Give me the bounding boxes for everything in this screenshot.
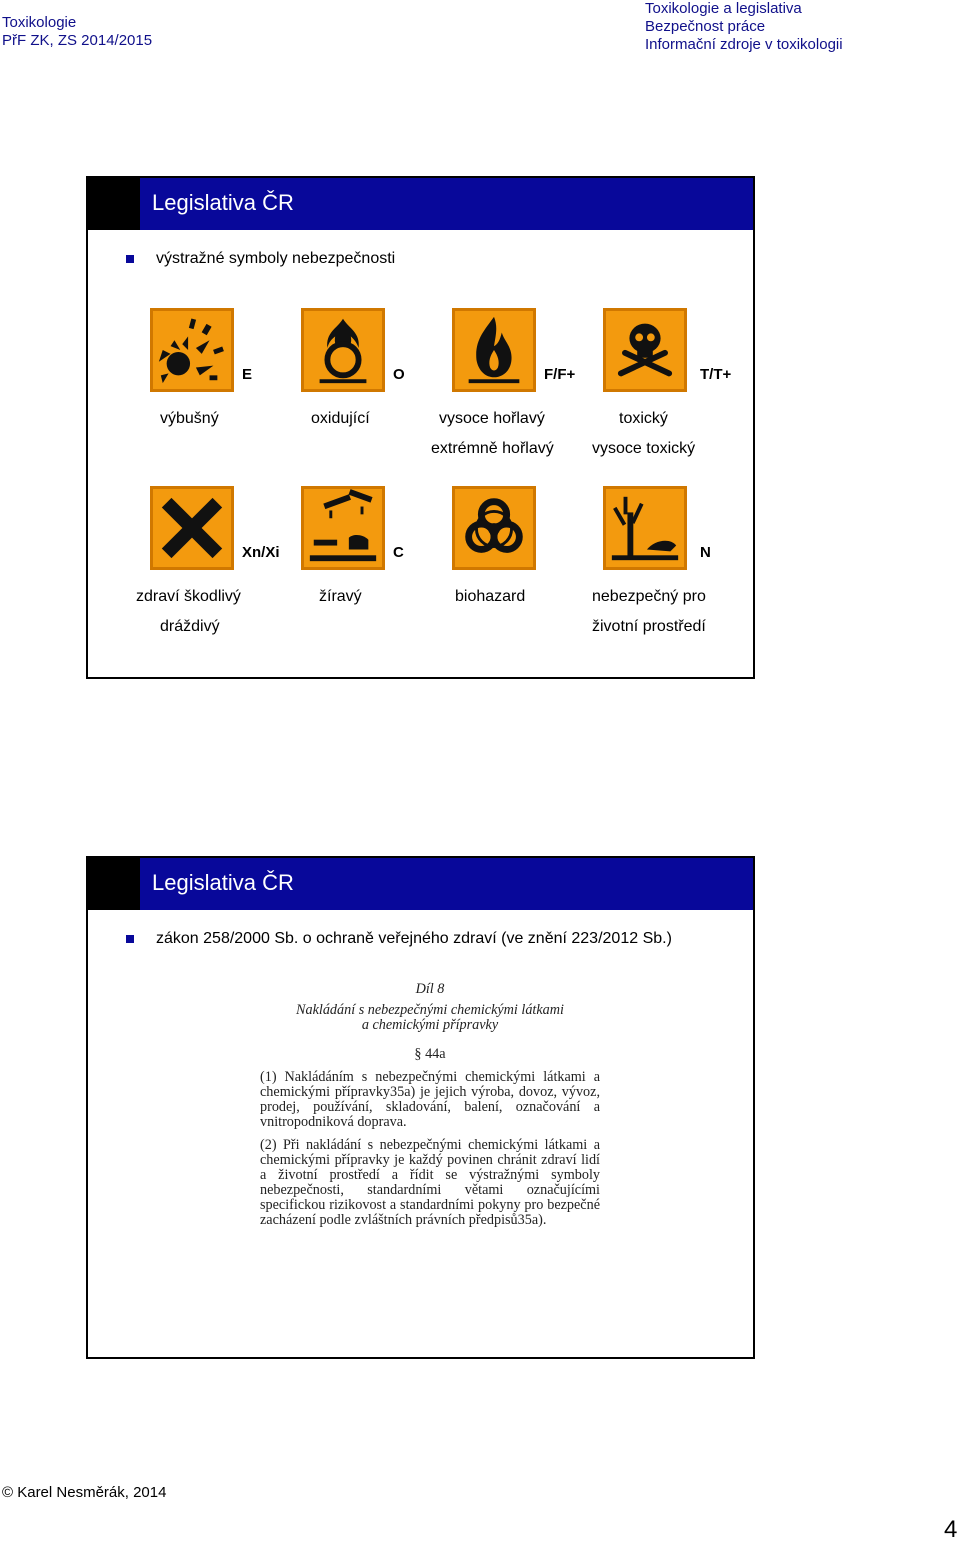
label-toxic: toxický bbox=[619, 410, 668, 427]
label-explosive: výbušný bbox=[160, 410, 219, 427]
toxic-icon bbox=[603, 308, 687, 392]
footer-copyright: © Karel Nesměrák, 2014 bbox=[2, 1484, 167, 1501]
page-number: 4 bbox=[944, 1516, 958, 1543]
law-part: Díl 8 bbox=[415, 981, 445, 997]
label-irritant: dráždivý bbox=[160, 618, 220, 635]
environment-icon bbox=[603, 486, 687, 570]
symbol-code-f: F/F+ bbox=[544, 366, 576, 383]
slide-public-health-law bbox=[86, 856, 755, 1359]
biohazard-icon bbox=[452, 486, 536, 570]
symbol-code-o: O bbox=[393, 366, 405, 383]
course-term: PřF ZK, ZS 2014/2015 bbox=[2, 32, 153, 49]
label-env-danger: nebezpečný pro bbox=[592, 588, 706, 605]
label-harmful: zdraví škodlivý bbox=[136, 588, 241, 605]
label-extremely-flammable: extrémně hořlavý bbox=[431, 440, 554, 457]
law-excerpt-image bbox=[260, 982, 600, 1228]
corrosive-icon bbox=[301, 486, 385, 570]
symbol-code-n: N bbox=[700, 544, 711, 561]
topic-2: Bezpečnost práce bbox=[645, 18, 766, 35]
law-paragraph-2: (2) Při nakládání s nebezpečnými chemickými látkami a chemickými přípravky je každý povinen chránit zdraví lidí a životní prostředí a řídit se výstražnými symboly nebezpečnosti, standardními větami označujícími specifickou rizikovost a standardními pokyny pro bezpečné zacházení podle zvláštních právních předpisů35a). bbox=[260, 1137, 600, 1228]
topic-1: Toxikologie a legislativa bbox=[645, 0, 802, 17]
slide-title-bar bbox=[88, 858, 753, 910]
law-paragraph-1: (1) Nakládáním s nebezpečnými chemickými látkami a chemickými přípravky35a) je jejich výroba, dovoz, vývoz, prodej, používání, skladování, balení, označování a vnitropodniková doprava. bbox=[260, 1069, 600, 1130]
header-right bbox=[645, 0, 843, 54]
label-biohazard: biohazard bbox=[455, 588, 526, 605]
bullet-square-icon bbox=[126, 255, 134, 263]
oxidizing-icon bbox=[301, 308, 385, 392]
law-heading-1: Nakládání s nebezpečnými chemickými látkami bbox=[296, 1002, 564, 1018]
header-left bbox=[2, 14, 152, 50]
harmful-icon bbox=[150, 486, 234, 570]
symbol-code-xn: Xn/Xi bbox=[242, 544, 280, 561]
law-section: § 44a bbox=[414, 1046, 446, 1062]
slide-title: Legislativa ČR bbox=[152, 190, 294, 215]
slide-hazard-symbols bbox=[86, 176, 755, 679]
label-highly-flammable: vysoce hořlavý bbox=[439, 410, 545, 427]
bullet-text: výstražné symboly nebezpečnosti bbox=[156, 250, 396, 267]
symbol-code-e: E bbox=[242, 366, 253, 383]
slide-title: Legislativa ČR bbox=[152, 870, 294, 895]
bullet-text: zákon 258/2000 Sb. o ochraně veřejného zdraví (ve znění 223/2012 Sb.) bbox=[156, 930, 672, 947]
law-heading-2: a chemickými přípravky bbox=[361, 1017, 499, 1033]
explosive-icon bbox=[150, 308, 234, 392]
label-environment: životní prostředí bbox=[592, 618, 706, 635]
slide-title-bar bbox=[88, 178, 753, 230]
course-title: Toxikologie bbox=[2, 14, 77, 31]
symbol-code-c: C bbox=[393, 544, 404, 561]
topic-3: Informační zdroje v toxikologii bbox=[645, 36, 843, 53]
bullet-square-icon bbox=[126, 935, 134, 943]
label-very-toxic: vysoce toxický bbox=[592, 440, 696, 457]
label-oxidizing: oxidující bbox=[311, 410, 370, 427]
symbol-code-t: T/T+ bbox=[700, 366, 732, 383]
flammable-icon bbox=[452, 308, 536, 392]
label-corrosive: žíravý bbox=[319, 588, 362, 605]
